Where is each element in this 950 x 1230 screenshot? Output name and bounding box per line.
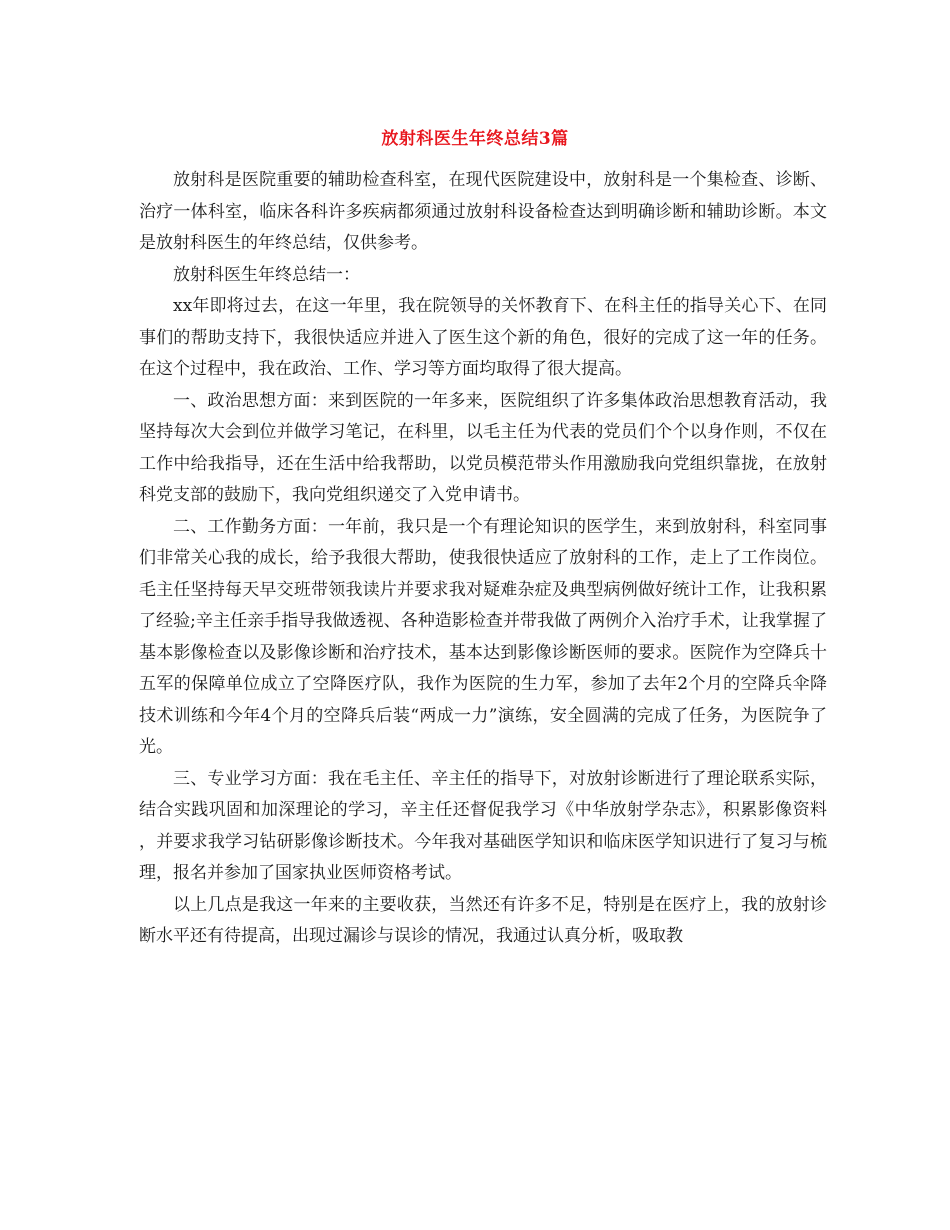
paragraph-work: 二、工作勤务方面：一年前，我只是一个有理论知识的医学生，来到放射科，科室同事们非常关心我的成长，给予我很大帮助，使我很快适应了放射科的工作，走上了工作岗位。毛主任坚持每天早交班带领我读片并要求我对疑难杂症及典型病例做好统计工作，让我积累了经验;辛主任亲手指导我做透视、各种造影检查并带我做了两例介入治疗手术，让我掌握了基本影像检查以及影像诊断和治疗技术，基本达到影像诊断医师的要求。医院作为空降兵十五军的保障单位成立了空降医疗队，我作为医院的生力军，参加了去年2个月的空降兵伞降技术训练和今年4个月的空降兵后装“两成一力”演练，安全圆满的完成了任务，为医院争了光。 — [139, 516, 827, 757]
paragraph-intro: 放射科是医院重要的辅助检查科室，在现代医院建设中，放射科是一个集检查、诊断、治疗一体科室，临床各科许多疾病都须通过放射科设备检查达到明确诊断和辅助诊断。本文是放射科医生的年终总结，仅供参考。 — [139, 170, 827, 253]
paragraph-summary: 以上几点是我这一年来的主要收获，当然还有许多不足，特别是在医疗上，我的放射诊断水平还有待提高，出现过漏诊与误诊的情况，我通过认真分析，吸取教 — [139, 894, 827, 946]
document-body — [139, 165, 827, 953]
paragraph-study: 三、专业学习方面：我在毛主任、辛主任的指导下，对放射诊断进行了理论联系实际，结合实践巩固和加深理论的学习，辛主任还督促我学习《中华放射学杂志》，积累影像资料，并要求我学习钻研影像诊断技术。今年我对基础医学知识和临床医学知识进行了复习与梳理，报名并参加了国家执业医师资格考试。 — [139, 768, 827, 883]
paragraph-section-heading: 放射科医生年终总结一： — [173, 264, 360, 285]
paragraph-politics: 一、政治思想方面：来到医院的一年多来，医院组织了许多集体政治思想教育活动，我坚持每次大会到位并做学习笔记，在科里，以毛主任为代表的党员们个个以身作则，不仅在工作中给我指导，还在生活中给我帮助，以党员模范带头作用激励我向党组织靠拢，在放射科党支部的鼓励下，我向党组织递交了入党申请书。 — [139, 390, 827, 505]
document-title: 放射科医生年终总结3篇 — [381, 129, 569, 149]
paragraph-opening: xx年即将过去，在这一年里，我在院领导的关怀教育下、在科主任的指导关心下、在同事们的帮助支持下，我很快适应并进入了医生这个新的角色，很好的完成了这一年的任务。在这个过程中，我在政治、工作、学习等方面均取得了很大提高。 — [139, 296, 827, 379]
